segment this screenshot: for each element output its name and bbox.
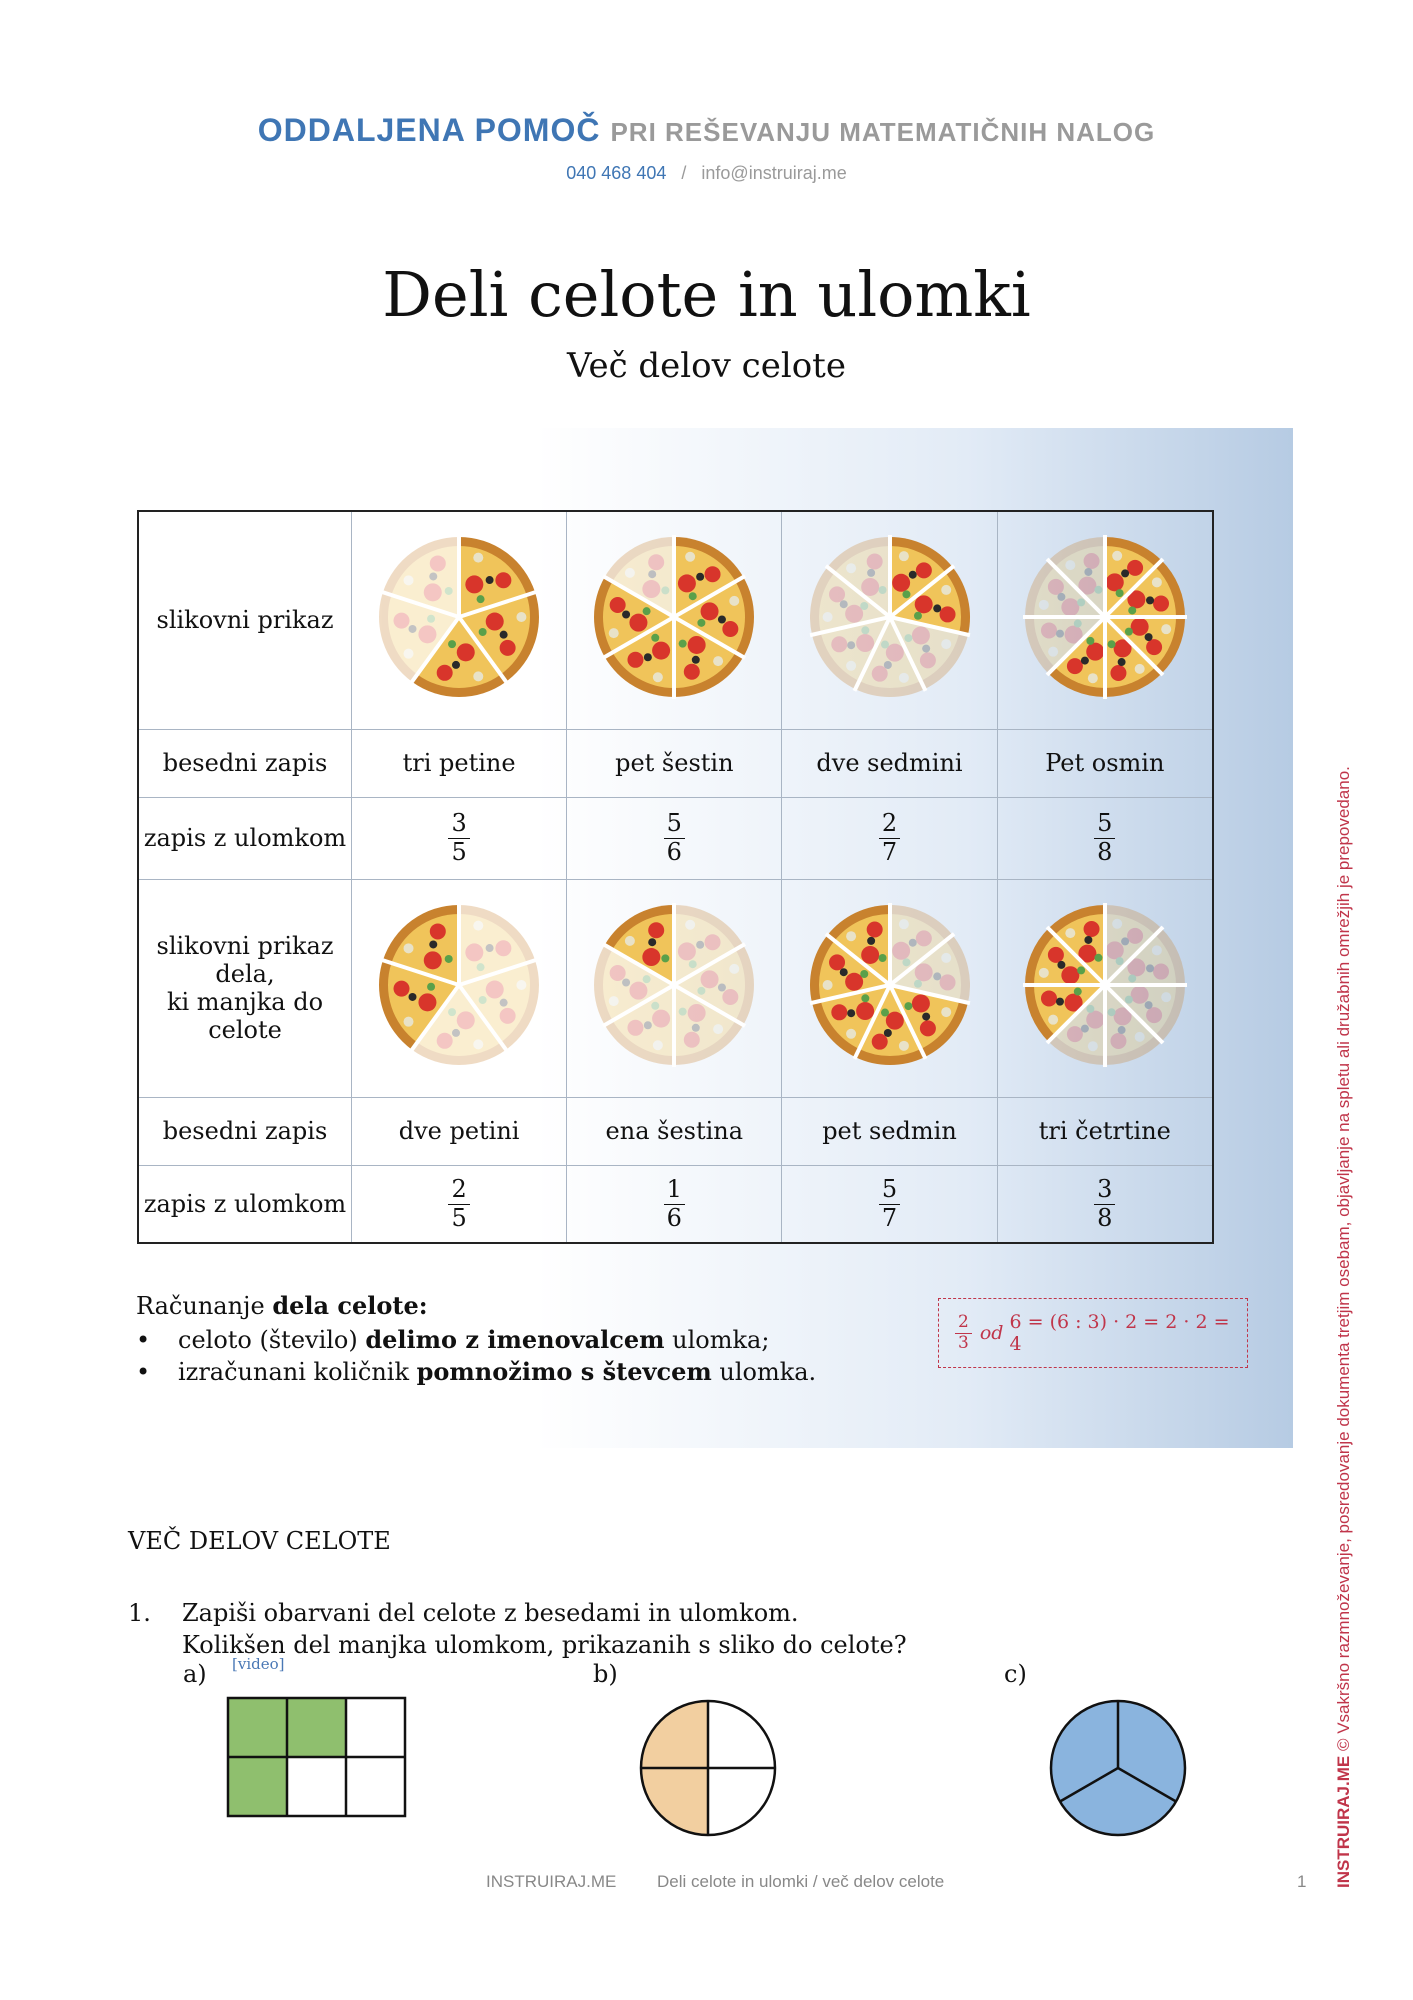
fraction-cell (782, 1165, 997, 1243)
pizza-cell (997, 879, 1213, 1097)
email: info@instruiraj.me (701, 163, 847, 183)
denominator: 6 (666, 1203, 682, 1232)
row-label: zapis z ulomkom (138, 1165, 352, 1243)
header-brand (0, 112, 1413, 149)
exercise (128, 1597, 907, 1661)
word-cell: Pet osmin (997, 729, 1213, 797)
option-b-label: b) (593, 1660, 618, 1688)
sidebar-brand: INSTRUIRAJ.ME (1334, 1755, 1353, 1888)
page-number: 1 (1297, 1872, 1307, 1891)
rule-list (136, 1324, 816, 1388)
pizza-icon (374, 532, 544, 702)
denominator: 7 (881, 1203, 898, 1232)
denominator: 6 (666, 838, 682, 866)
fraction (664, 1176, 685, 1232)
numerator: 1 (664, 1176, 685, 1205)
option-c-label: c) (1004, 1660, 1027, 1688)
page-subtitle: Več delov celote (567, 346, 846, 386)
table-row (138, 797, 1213, 879)
pizza-cell (567, 879, 782, 1097)
row-label: zapis z ulomkom (138, 797, 352, 879)
brand-gray: PRI REŠEVANJU MATEMATIČNIH NALOG (610, 117, 1156, 147)
table-row (138, 511, 1213, 729)
numerator: 5 (664, 810, 685, 839)
fraction-cell (782, 797, 997, 879)
fraction (879, 1176, 900, 1232)
separator: / (681, 163, 687, 183)
row-label-line: dela, (215, 960, 275, 988)
fractions-table (137, 510, 1214, 1244)
rule-text: ulomka. (711, 1358, 817, 1386)
fraction-cell (352, 797, 567, 879)
phone: 040 468 404 (566, 163, 667, 183)
fraction-cell (997, 797, 1213, 879)
table-row (138, 729, 1213, 797)
pizza-icon (589, 900, 759, 1070)
rule-emphasis: pomnožimo s števcem (416, 1357, 712, 1386)
row-label: slikovni prikaz (138, 511, 352, 729)
fraction-cell (352, 1165, 567, 1243)
example-od: od (979, 1322, 1004, 1344)
sidebar-notice: © Vsakršno razmnoževanje, posredovanje dokumenta tretjim osebam, objavljanje na spletu ali družabnih omrežjih je prepovedano. (1334, 766, 1353, 1756)
row-label-line: slikovni prikaz (156, 932, 334, 960)
brand-blue: ODDALJENA POMOČ (257, 112, 601, 148)
calculation-rules (136, 1290, 816, 1388)
pizza-icon (589, 532, 759, 702)
fraction (448, 1176, 469, 1232)
pizza-icon (805, 900, 975, 1070)
numerator: 2 (879, 810, 900, 839)
numerator: 2 (448, 1176, 469, 1205)
pizza-icon (1020, 900, 1190, 1070)
rule-text: izračunani količnik (178, 1358, 417, 1386)
video-link[interactable]: [video] (232, 1655, 285, 1673)
fraction (879, 810, 900, 866)
calc-heading-bold: dela celote: (272, 1291, 428, 1320)
footer-site: INSTRUIRAJ.ME (486, 1872, 617, 1891)
exercise-line: Kolikšen del manjka ulomkom, prikazanih s sliko do celote? (182, 1631, 907, 1659)
word-cell: pet sedmin (782, 1097, 997, 1165)
denominator: 7 (881, 838, 898, 866)
pizza-cell (567, 511, 782, 729)
fraction (448, 810, 469, 866)
fraction-cell (567, 797, 782, 879)
calc-heading (136, 1290, 816, 1322)
exercise-line: Zapiši obarvani del celote z besedami in ulomkom. (182, 1599, 799, 1627)
list-item (136, 1324, 816, 1356)
row-label: besedni zapis (138, 729, 352, 797)
pizza-cell (352, 511, 567, 729)
table-row (138, 1097, 1213, 1165)
grid-cell-filled (287, 1698, 346, 1757)
word-cell: tri petine (352, 729, 567, 797)
denominator: 5 (451, 1203, 467, 1232)
fraction-cell (997, 1165, 1213, 1243)
denominator: 8 (1097, 1203, 1113, 1232)
list-item (136, 1356, 816, 1388)
rule-text: ulomka; (664, 1326, 770, 1354)
fraction-cell (567, 1165, 782, 1243)
word-cell: dve petini (352, 1097, 567, 1165)
grid-figure (226, 1696, 408, 1818)
numerator: 5 (879, 1176, 900, 1205)
calc-heading-plain: Računanje (136, 1292, 273, 1320)
pizza-cell (997, 511, 1213, 729)
pizza-icon (374, 900, 544, 1070)
denominator: 8 (1097, 838, 1113, 866)
section-title: VEČ DELOV CELOTE (128, 1527, 391, 1555)
pizza-cell (782, 879, 997, 1097)
rule-text: celoto (število) (178, 1326, 366, 1354)
numerator: 2 (955, 1313, 972, 1334)
page-title: Deli celote in ulomki (382, 258, 1031, 331)
pizza-icon (1020, 532, 1190, 702)
table-row (138, 879, 1213, 1097)
pizza-icon (805, 532, 975, 702)
denominator: 5 (451, 838, 467, 866)
row-label-line: celote (208, 1016, 282, 1044)
example-equation: 6 = (6 : 3) · 2 = 2 · 2 = 4 (1009, 1311, 1230, 1355)
fraction (1094, 810, 1115, 866)
numerator: 5 (1094, 810, 1115, 839)
table-row (138, 1165, 1213, 1243)
example-fraction (955, 1313, 972, 1353)
fraction (664, 810, 685, 866)
circle-thirds-figure (1046, 1696, 1190, 1840)
example-box (938, 1298, 1248, 1368)
exercise-number: 1. (128, 1599, 151, 1627)
grid-cell-filled (228, 1698, 287, 1757)
row-label (138, 879, 352, 1097)
rule-emphasis: delimo z imenovalcem (365, 1325, 665, 1354)
option-a-label: a) (183, 1660, 207, 1688)
word-cell: dve sedmini (782, 729, 997, 797)
numerator: 3 (1094, 1176, 1115, 1205)
row-label: besedni zapis (138, 1097, 352, 1165)
copyright-notice (1334, 766, 1354, 1888)
footer-doc: Deli celote in ulomki / več delov celote (657, 1872, 945, 1891)
grid-cell-filled (228, 1757, 287, 1816)
pizza-cell (782, 511, 997, 729)
row-label-line: ki manjka do (166, 988, 324, 1016)
circle-quarters-figure (636, 1696, 780, 1840)
word-cell: tri četrtine (997, 1097, 1213, 1165)
fraction (1094, 1176, 1115, 1232)
pizza-cell (352, 879, 567, 1097)
header-contact (0, 163, 1413, 184)
word-cell: ena šestina (567, 1097, 782, 1165)
denominator: 3 (958, 1332, 969, 1353)
numerator: 3 (448, 810, 469, 839)
word-cell: pet šestin (567, 729, 782, 797)
